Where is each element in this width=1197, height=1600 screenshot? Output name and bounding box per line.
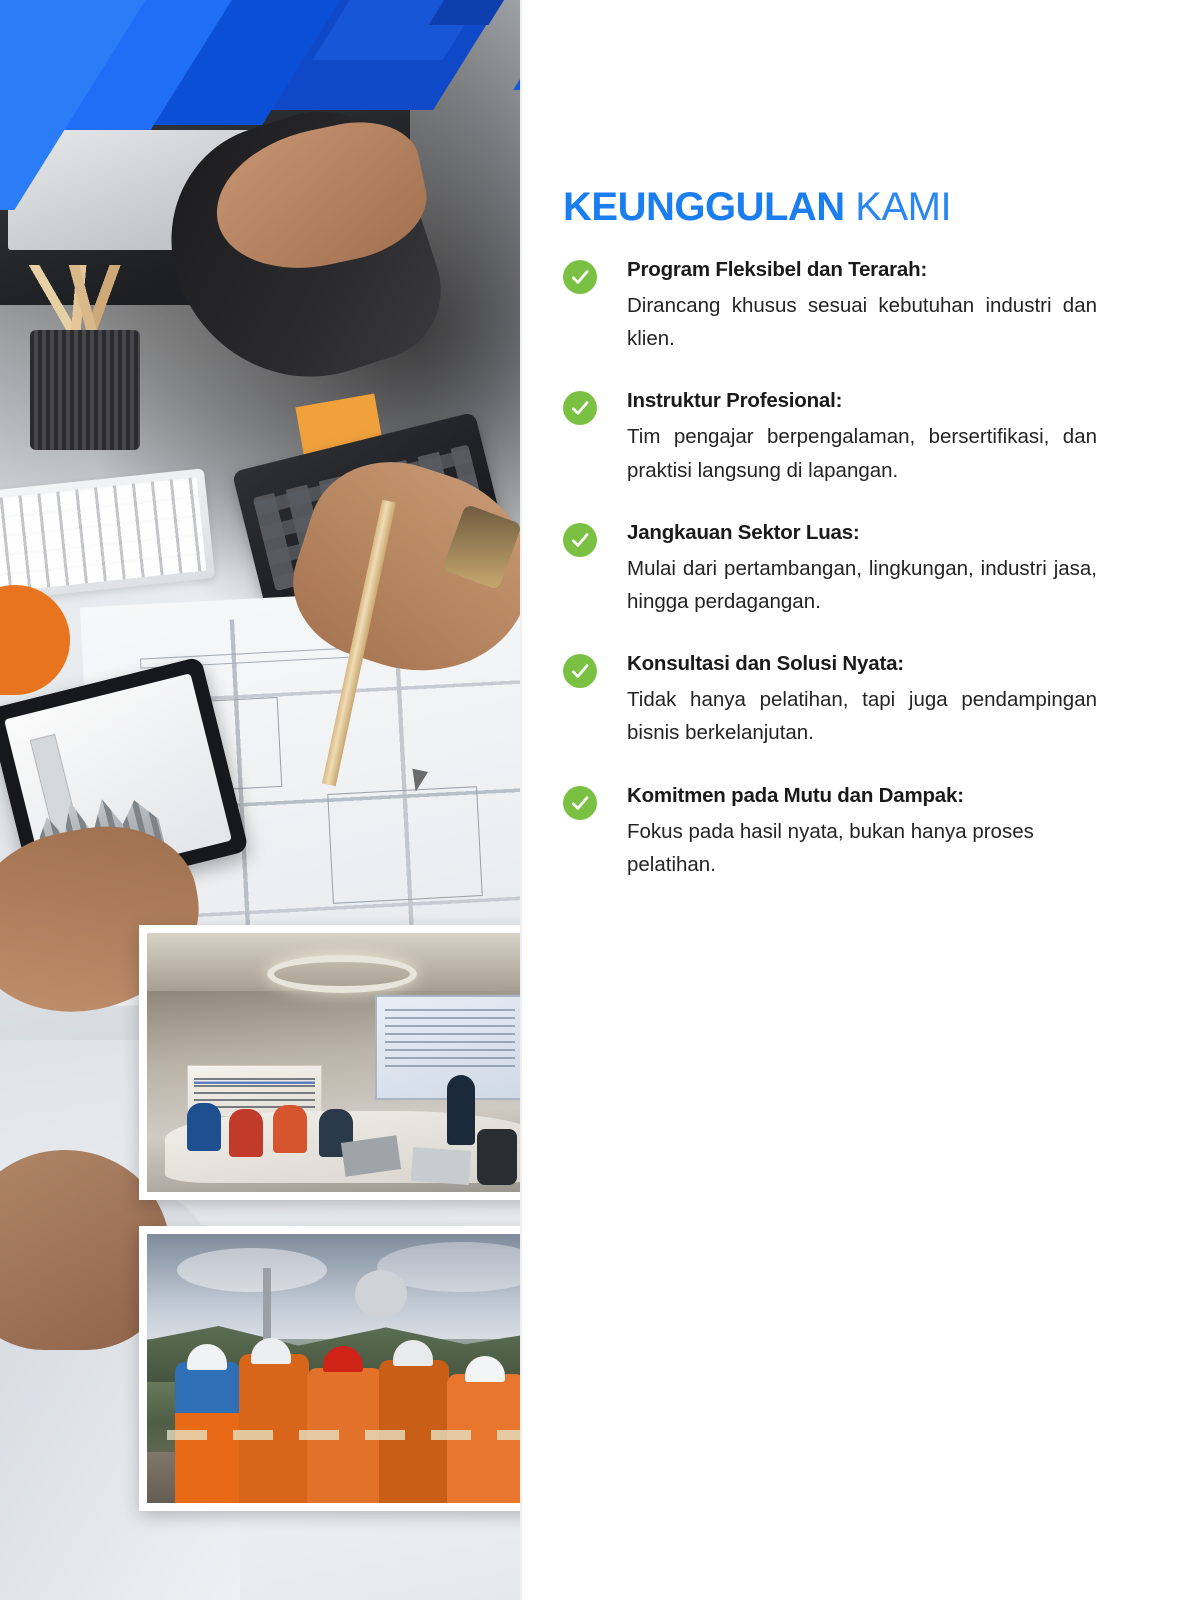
advantages-list	[563, 258, 1163, 915]
list-item	[563, 389, 1163, 486]
blueprint-box	[327, 786, 483, 904]
photo-meeting-room-presentation	[139, 925, 553, 1200]
safety-helmet-shape	[251, 1338, 291, 1364]
pencil-holder-shape	[30, 330, 140, 450]
advantage-title: Komitmen pada Mutu dan Dampak:	[627, 783, 964, 807]
keyboard-shape	[0, 468, 215, 601]
check-circle-icon	[563, 786, 597, 820]
check-circle-icon	[563, 654, 597, 688]
page-title-light: KAMI	[844, 185, 952, 229]
right-content-column	[520, 0, 1197, 1600]
ring-light-shape	[267, 955, 417, 993]
advantage-title: Program Fleksibel dan Terarah:	[627, 258, 928, 281]
list-item	[563, 784, 1163, 881]
photo-field-workers-safety-vests	[139, 1226, 553, 1511]
check-circle-icon	[563, 523, 597, 557]
page-title-bold: KEUNGGULAN	[563, 185, 845, 229]
advantage-body: Tim pengajar berpengalaman, bersertifikasi, dan praktisi langsung di lapangan.	[627, 425, 1097, 482]
photo-inner	[147, 933, 545, 1192]
list-item	[563, 652, 1163, 749]
advantage-title: Jangkauan Sektor Luas:	[627, 520, 860, 544]
seated-person-shape	[273, 1105, 307, 1153]
photo-inner	[147, 1234, 545, 1503]
check-circle-icon	[563, 260, 597, 294]
satellite-dish-shape	[355, 1270, 407, 1318]
advantage-title: Instruktur Profesional:	[627, 389, 843, 413]
orange-object-shape	[0, 585, 70, 695]
advantage-title: Konsultasi dan Solusi Nyata:	[627, 652, 904, 676]
reflective-stripe-shape	[167, 1430, 535, 1440]
cloud-shape	[177, 1248, 327, 1292]
advantage-body: Dirancang khusus sesuai kebutuhan industri dan klien.	[627, 294, 1097, 351]
seated-person-shape	[187, 1103, 221, 1151]
list-item	[563, 521, 1163, 618]
column-divider	[520, 0, 522, 1600]
advantage-body: Fokus pada hasil nyata, bukan hanya proses pelatihan.	[627, 819, 1034, 876]
laptop-shape	[411, 1147, 471, 1185]
presenter-person-shape	[447, 1075, 475, 1145]
advantage-body: Tidak hanya pelatihan, tapi juga pendampingan bisnis berkelanjutan.	[627, 688, 1097, 745]
list-item	[563, 258, 1163, 355]
advantage-body: Mulai dari pertambangan, lingkungan, industri jasa, hingga perdagangan.	[627, 556, 1097, 614]
seated-person-shape	[229, 1109, 263, 1157]
worker-shape	[239, 1354, 309, 1503]
page-title	[563, 185, 951, 230]
check-circle-icon	[563, 391, 597, 425]
office-chair-shape	[477, 1129, 517, 1185]
